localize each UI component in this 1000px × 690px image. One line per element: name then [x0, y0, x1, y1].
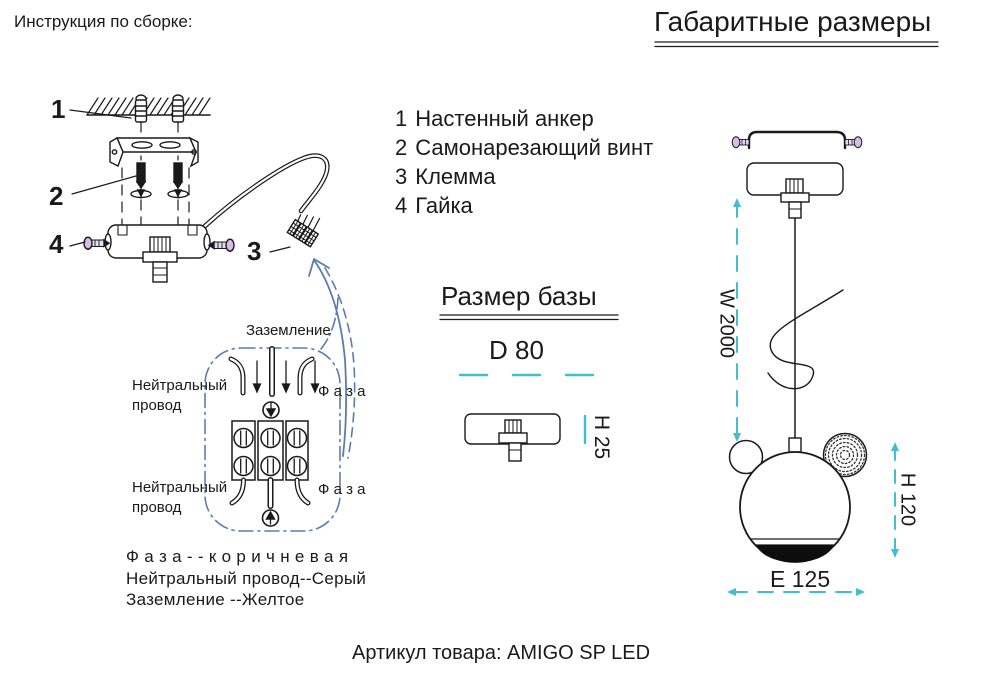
neutral-label-bottom	[132, 478, 227, 518]
ground-label: Заземление	[246, 322, 331, 339]
neutral-label-line2: провод	[132, 499, 182, 516]
wire-break-symbol	[768, 290, 843, 389]
callout-anchor: 1	[51, 94, 66, 124]
terminal-connector	[287, 208, 325, 247]
lamp-width-dim: E 125	[770, 566, 831, 592]
part-label: Гайка	[415, 193, 473, 218]
base-diameter-dim: D 80	[489, 335, 544, 365]
ground-color-line: Заземление --Желтое	[126, 590, 305, 609]
lamp-drawing	[727, 132, 899, 596]
wall-anchor-right	[173, 95, 184, 122]
part-label: Клемма	[415, 164, 496, 189]
lamp-screw-right	[845, 137, 862, 148]
phase-label-top: Ф а з а	[318, 383, 366, 400]
product-sku: Артикул товара: AMIGO SP LED	[352, 642, 651, 664]
wire-ends	[231, 349, 312, 394]
lamp-height-dim: H 120	[896, 472, 919, 527]
canopy	[105, 225, 210, 282]
part-label: Настенный анкер	[415, 106, 594, 131]
neutral-label-line1: Нейтральный	[132, 377, 228, 394]
assembly-instruction-title: Инструкция по сборке:	[14, 12, 193, 31]
callout-screw: 2	[49, 181, 64, 211]
neutral-label-line2: провод	[132, 397, 182, 414]
side-screw-right	[209, 239, 234, 251]
part-label: Самонарезающий винт	[415, 135, 654, 160]
parts-list-item	[395, 133, 653, 162]
phase-label-bottom: Ф а з а	[318, 481, 366, 498]
ceiling-hatch	[87, 98, 210, 115]
tapping-screw-left	[131, 163, 151, 198]
wire-length-dim: W 2000	[715, 289, 738, 358]
base-size-title-underline	[440, 315, 618, 320]
parts-list	[395, 104, 653, 220]
dimensions-title: Габаритные размеры	[654, 6, 932, 37]
lamp-screw-left	[732, 137, 749, 148]
base-height-dim: H 25	[590, 414, 613, 460]
down-arrows	[254, 361, 319, 392]
neutral-color-line: Нейтральный провод--Серый	[126, 568, 367, 588]
neutral-label-line1: Нейтральный	[132, 479, 228, 496]
part-number: 1	[395, 106, 408, 131]
ground-screw-bottom	[263, 510, 279, 526]
parts-list-item	[395, 191, 653, 220]
exit-wires	[232, 480, 308, 506]
dimensions-title-underline	[655, 42, 938, 47]
phase-color-line: Ф а з а - - к о р и ч н е в а я	[126, 547, 349, 566]
callout-terminal: 3	[247, 236, 262, 266]
tapping-screw-right	[168, 163, 188, 198]
terminal-blocks	[232, 421, 308, 480]
mounting-bracket	[110, 138, 198, 166]
cable	[205, 156, 327, 226]
lamp-lens	[756, 545, 834, 562]
part-number: 4	[395, 193, 408, 218]
part-number: 3	[395, 164, 408, 189]
ground-screw-top	[263, 402, 279, 418]
neutral-label-top	[132, 376, 227, 416]
wire-color-legend	[126, 546, 366, 611]
callout-nut: 4	[49, 229, 64, 259]
parts-list-item	[395, 104, 653, 133]
part-number: 2	[395, 135, 408, 160]
base-size-title: Размер базы	[441, 281, 597, 311]
wall-anchor-left	[136, 95, 147, 122]
parts-list-item	[395, 162, 653, 191]
assembly-diagram	[70, 95, 327, 282]
